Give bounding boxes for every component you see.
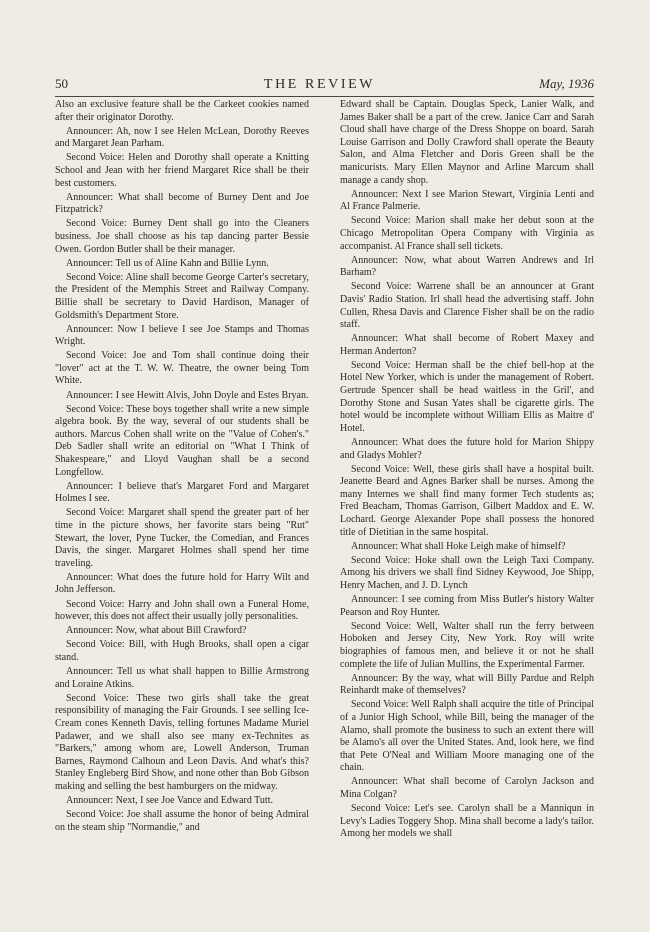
paragraph: Second Voice: Burney Dent shall go into the Cleaners business. Joe shall choose as his tap dancing parter Bessie Owen. Gordon Butler shall be their manager. xyxy=(55,218,309,255)
paragraph: Second Voice: Helen and Dorothy shall operate a Knitting School and Jean with her friend Margaret Rice shall be their best customers. xyxy=(55,152,309,189)
paragraph: Announcer: Tell us of Aline Kahn and Billie Lynn. xyxy=(66,257,269,269)
paragraph: Second Voice: Joe shall assume the honor of being Admiral on the steam ship "Normandie," and xyxy=(55,809,309,833)
paragraph: Announcer: Next, I see Joe Vance and Edward Tutt. xyxy=(66,794,273,806)
right-column xyxy=(340,99,594,869)
paragraph: Second Voice: Well Ralph shall acquire the title of Principal of a Junior High School, while Bill, being the manager of the Alamo, shall promote the business to such an extent there will be Alamo's all over the United States. And, look here, we find that Pete O'Neal and William Moore managing one of the chain. xyxy=(340,699,594,774)
paragraph: Second Voice: Aline shall become George Carter's secretary, the President of the Memphis Street and Railway Company. Billie shall be secretary to David Hardison, Manager of Goldsmith's Department Store. xyxy=(55,271,309,321)
paragraph: Second Voice: Well, Walter shall run the ferry between Hoboken and Jersey City, New York. Roy will write biographies of famous men, and believe it or not he shall complete the life of Julian Mullins, the Experimental Farmer. xyxy=(340,620,594,670)
paragraph: Announcer: Now, what about Warren Andrews and Irl Barham? xyxy=(340,254,594,279)
paragraph: Announcer: Tell us what shall happen to Billie Armstrong and Loraine Atkins. xyxy=(55,666,309,690)
header-rule xyxy=(55,96,594,97)
paragraph: Announcer: Next I see Marion Stewart, Virginia Lenti and Al France Palmerie. xyxy=(340,188,594,213)
paragraph: Second Voice: Let's see. Carolyn shall be a Manniqun in Levy's Ladies Toggery Shop. Mina shall become a lady's tailor. Among her models we shall xyxy=(340,803,594,840)
paragraph: Announcer: What shall become of Carolyn Jackson and Mina Colgan? xyxy=(340,776,594,800)
paragraph: Edward shall be Captain. Douglas Speck, Lanier Walk, and James Baker shall be a part of the crew. Janice Carr and Sarah Cloud shall have charge of the Dress Shoppe on board. Sarah Louise Garrison and Dolly Crawford shall operate the Beauty Salon, and Alma Fletcher and Doris Green shall be the manicurists. Mary Ellen Maynor and Arline Marcum shall manage a candy shop. xyxy=(340,99,594,186)
paragraph: Announcer: I see coming from Miss Butler's history Walter Pearson and Roy Hunter. xyxy=(340,594,594,618)
left-column xyxy=(55,99,309,869)
paragraph: Second Voice: Herman shall be the chief bell-hop at the Hotel New Yorker, which is under the management of Robert. Gertrude Spencer shall be head waitless in the Gril', and Dorothy Stone and Susan Yates shall be cigarette girls. The hotel would be incomplete without William Ellis as Maitre d' Hotel. xyxy=(340,359,594,434)
paragraph: Second Voice: Hoke shall own the Leigh Taxi Company. Among his drivers we shall find Sidney Keywood, Joe Shipp, Henry Machen, and J. D. Lynch xyxy=(340,554,594,591)
paragraph: Announcer: What shall Hoke Leigh make of himself? xyxy=(351,540,566,552)
paragraph: Second Voice: These two girls shall take the great responsibility of managing the Fair Grounds. I see selling Ice-Cream cones Kenneth Davis, telling fortunes Madame Muriel Padawer, and we shall also see many ex-Technites as "Barkers," among whom are, Lowell Anderson, Truman Barnes, Raymond Calhoun and Leon Davis. And what's this? Stanley Engleberg Bird Show, and none other than Bob Gibson making and selling the best hamburgers on the midway. xyxy=(55,692,309,792)
paragraph: Second Voice: Joe and Tom shall continue doing their "lover" act at the T. W. W. Theatre, the owner being Tom White. xyxy=(55,350,309,387)
paragraph: Second Voice: Harry and John shall own a Funeral Home, however, this does not affect their usually jolly personalities. xyxy=(55,598,309,623)
paragraph: Second Voice: Margaret shall spend the greater part of her time in the picture shows, her favorite stars being "Rut" Stewart, the lover, Pyne Tucker, the Comedian, and Frances Davis, the singer. Margaret Holmes shall spend her time traveling. xyxy=(55,507,309,569)
paragraph: Second Voice: These boys together shall write a new simple algebra book. By the way, several of our students shall be authors. Marcus Cohen shall write on the "Value of Cohen's." Deb Sadler shall write an editorial on "What I Think of Shakespeare," and Lloyd Vaughan shall be a second Longfellow. xyxy=(55,403,309,478)
paragraph: Announcer: I believe that's Margaret Ford and Margaret Holmes I see. xyxy=(55,480,309,505)
publication-title: THE REVIEW xyxy=(263,77,376,92)
article-body xyxy=(55,99,594,869)
paragraph: Second Voice: Warrene shall be an announcer at Grant Davis' Radio Station. Irl shall head the advertising staff. John Cullen, Rhesa Davis and Clarence Fisher shall be on the radio staff. xyxy=(340,281,594,331)
paragraph: Announcer: I see Hewitt Alvis, John Doyle and Estes Bryan. xyxy=(66,389,309,401)
paragraph: Announcer: What does the future hold for Marion Shippy and Gladys Mohler? xyxy=(340,436,594,461)
paragraph: Announcer: Now I believe I see Joe Stamps and Thomas Wright. xyxy=(55,323,309,348)
page-number: 50 xyxy=(55,76,68,91)
issue-date: May, 1936 xyxy=(539,76,594,91)
paragraph: Second Voice: Bill, with Hugh Brooks, shall open a cigar stand. xyxy=(55,639,309,663)
paragraph: Announcer: Ah, now I see Helen McLean, Dorothy Reeves and Margaret Jean Parham. xyxy=(55,125,309,150)
paragraph: Also an exclusive feature shall be the Carkeet cookies named after their originator Dorothy. xyxy=(55,99,309,123)
page-header xyxy=(55,76,594,92)
paragraph: Announcer: What shall become of Robert Maxey and Herman Anderton? xyxy=(340,333,594,357)
paragraph: Second Voice: Marion shall make her debut soon at the Chicago Metropolitan Opera Company with Virginia as accompanist. Al France shall sell tickets. xyxy=(340,215,594,252)
paragraph: Announcer: What does the future hold for Harry Wilt and John Jefferson. xyxy=(55,571,309,596)
paragraph: Announcer: Now, what about Bill Crawford? xyxy=(66,625,247,637)
paragraph: Announcer: By the way, what will Billy Pardue and Relph Reinhardt make of themselves? xyxy=(340,672,594,697)
paragraph: Second Voice: Well, these girls shall have a hospital built. Jeanette Beard and Agnes Barker shall be nurses. Among the many Internes we shall find many former Tech students as; Fred Beacham, Thomas Garrison, Gilbert Maddox and E. W. Lochard. George Alexander Pope shall possess the honored title of Dietitian in the same hospital. xyxy=(340,463,594,538)
paragraph: Announcer: What shall become of Burney Dent and Joe Fitzpatrick? xyxy=(55,191,309,216)
